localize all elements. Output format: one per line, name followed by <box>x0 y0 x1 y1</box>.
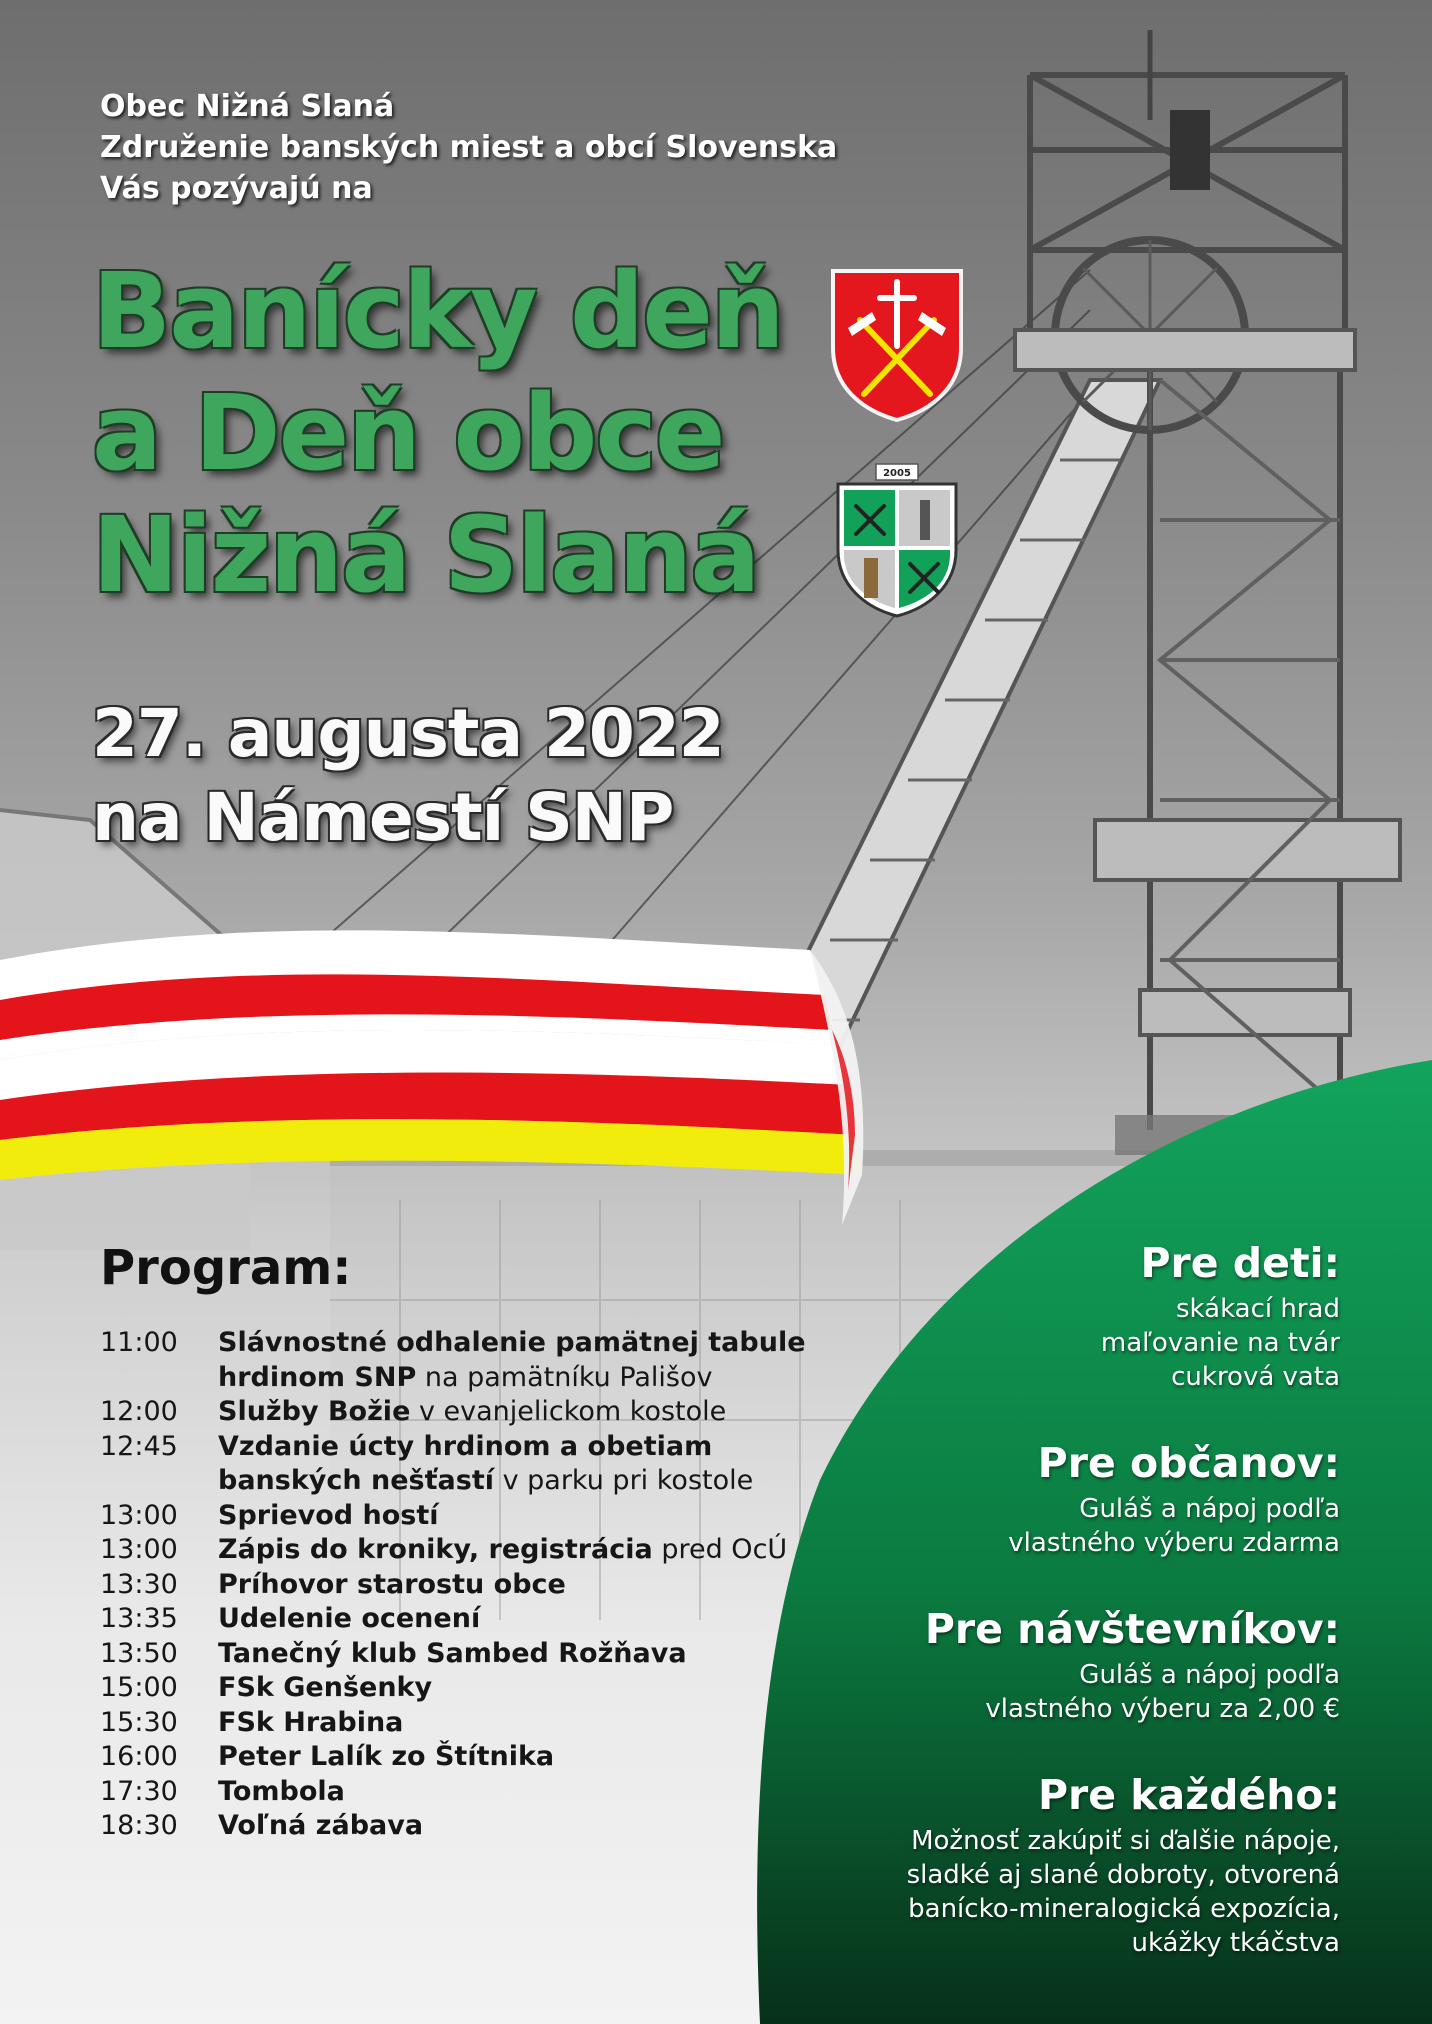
program-item <box>100 1395 806 1430</box>
program-description <box>218 1395 726 1430</box>
program-time: 13:30 <box>100 1568 178 1600</box>
event-title-line: Nižná Slaná <box>92 494 759 616</box>
offer-line: sladké aj slané dobroty, otvorená <box>906 1860 1340 1890</box>
offer-text <box>740 1492 1340 1560</box>
program-description <box>218 1326 806 1361</box>
offer-line: Možnosť zakúpiť si ďalšie nápoje, <box>911 1826 1340 1856</box>
program-item <box>100 1533 806 1568</box>
program-description-bold: Tombola <box>218 1775 345 1807</box>
program-description-bold: Tanečný klub Sambed Rožňava <box>218 1637 687 1669</box>
program-description <box>218 1740 554 1775</box>
program-heading: Program: <box>100 1240 352 1296</box>
program-time: 13:00 <box>100 1499 178 1531</box>
program-description-bold: Vzdanie úcty hrdinom a obetiam <box>218 1430 713 1462</box>
program-description-bold: Peter Lalík zo Štítnika <box>218 1741 555 1772</box>
program-description <box>218 1809 423 1844</box>
program-description <box>218 1706 403 1741</box>
program-description-bold: FSk Genšenky <box>218 1672 433 1703</box>
program-description <box>218 1637 687 1672</box>
offer-line: skákací hrad <box>1176 1294 1340 1324</box>
program-item <box>100 1464 806 1499</box>
program-time: 11:00 <box>100 1327 178 1358</box>
program-item <box>100 1706 806 1741</box>
program-time: 12:45 <box>100 1430 178 1462</box>
offer-section <box>740 1438 1340 1560</box>
coat-of-arms-icon <box>830 268 964 423</box>
program-item <box>100 1361 806 1396</box>
program-time: 18:30 <box>100 1810 178 1841</box>
organizer-line: Združenie banských miest a obcí Slovenska <box>100 130 838 165</box>
event-title-line: a Deň obce <box>92 372 724 494</box>
program-description <box>218 1671 432 1706</box>
offer-section <box>740 1770 1340 1960</box>
program-description-rest: pred OcÚ <box>652 1534 788 1565</box>
offer-line: Guláš a nápoj podľa <box>1079 1660 1340 1690</box>
event-title-line: Banícky deň <box>92 250 783 372</box>
program-description <box>218 1533 787 1568</box>
event-title <box>92 250 783 616</box>
program-description-bold: Príhovor starostu obce <box>218 1568 566 1600</box>
offer-text <box>740 1824 1340 1960</box>
offer-section <box>740 1238 1340 1394</box>
program-time: 16:00 <box>100 1741 178 1772</box>
program-description-bold: Zápis do kroniky, registrácia <box>218 1534 653 1565</box>
program-description-bold: banských nešťastí <box>218 1465 494 1496</box>
offer-heading: Pre deti: <box>1140 1239 1340 1287</box>
program-description <box>218 1775 345 1810</box>
program-description-rest: na pamätníku Pališov <box>416 1361 713 1393</box>
program-description <box>218 1430 712 1465</box>
organizers <box>100 86 837 209</box>
program-time: 13:00 <box>100 1534 178 1565</box>
offer-section <box>740 1604 1340 1726</box>
program-item <box>100 1602 806 1637</box>
program-description-bold: Služby Božie <box>218 1396 411 1427</box>
municipal-emblem-icon <box>832 462 962 620</box>
event-place: na Námestí SNP <box>92 779 674 856</box>
program-time: 12:00 <box>100 1396 178 1427</box>
offer-text <box>740 1292 1340 1394</box>
program-description-rest: v evanjelickom kostole <box>410 1396 727 1427</box>
offer-line: cukrová vata <box>1171 1362 1340 1392</box>
offer-line: vlastného výberu za 2,00 € <box>985 1694 1340 1724</box>
program-time: 15:00 <box>100 1672 178 1703</box>
offer-line: ukážky tkáčstva <box>1131 1928 1340 1958</box>
program-item <box>100 1430 806 1465</box>
organizer-line: Obec Nižná Slaná <box>100 89 395 124</box>
program-description-bold: Sprievod hostí <box>218 1499 439 1531</box>
invitation-line: Vás pozývajú na <box>100 171 373 206</box>
offer-line: vlastného výberu zdarma <box>1008 1528 1340 1558</box>
offer-heading: Pre občanov: <box>1037 1439 1340 1487</box>
event-date-place <box>92 692 724 860</box>
program-description-bold: Udelenie ocenení <box>218 1603 481 1634</box>
program-item <box>100 1775 806 1810</box>
svg-text:2005: 2005 <box>883 468 911 479</box>
program-description <box>218 1499 439 1534</box>
offer-text <box>740 1658 1340 1726</box>
offer-line: maľovanie na tvár <box>1100 1328 1340 1358</box>
offer-heading: Pre návštevníkov: <box>924 1605 1340 1653</box>
program-item <box>100 1568 806 1603</box>
program-item <box>100 1740 806 1775</box>
program-time: 13:50 <box>100 1637 178 1669</box>
offers-panel <box>740 1238 1340 2004</box>
program-item <box>100 1809 806 1844</box>
program-time <box>100 1361 218 1396</box>
program-description-rest: v parku pri kostole <box>494 1465 754 1496</box>
offer-line: banícko-mineralogická expozícia, <box>908 1894 1340 1924</box>
program-item <box>100 1671 806 1706</box>
program-description <box>218 1361 713 1396</box>
program-item <box>100 1637 806 1672</box>
offer-line: Guláš a nápoj podľa <box>1079 1494 1340 1524</box>
program-description-bold: Slávnostné odhalenie pamätnej tabule <box>218 1327 806 1358</box>
program-item <box>100 1499 806 1534</box>
program-description-bold: FSk Hrabina <box>218 1706 404 1738</box>
program-time: 13:35 <box>100 1603 178 1634</box>
program-description <box>218 1568 566 1603</box>
program-description-bold: Voľná zábava <box>218 1810 424 1841</box>
event-date: 27. augusta 2022 <box>92 695 724 772</box>
program-time: 17:30 <box>100 1775 178 1807</box>
program-description <box>218 1602 480 1637</box>
program-description-bold: hrdinom SNP <box>218 1361 417 1393</box>
program-description <box>218 1464 753 1499</box>
program-time <box>100 1464 218 1499</box>
program-list <box>100 1326 806 1844</box>
program-item <box>100 1326 806 1361</box>
offer-heading: Pre každého: <box>1037 1771 1340 1819</box>
program-time: 15:30 <box>100 1706 178 1738</box>
